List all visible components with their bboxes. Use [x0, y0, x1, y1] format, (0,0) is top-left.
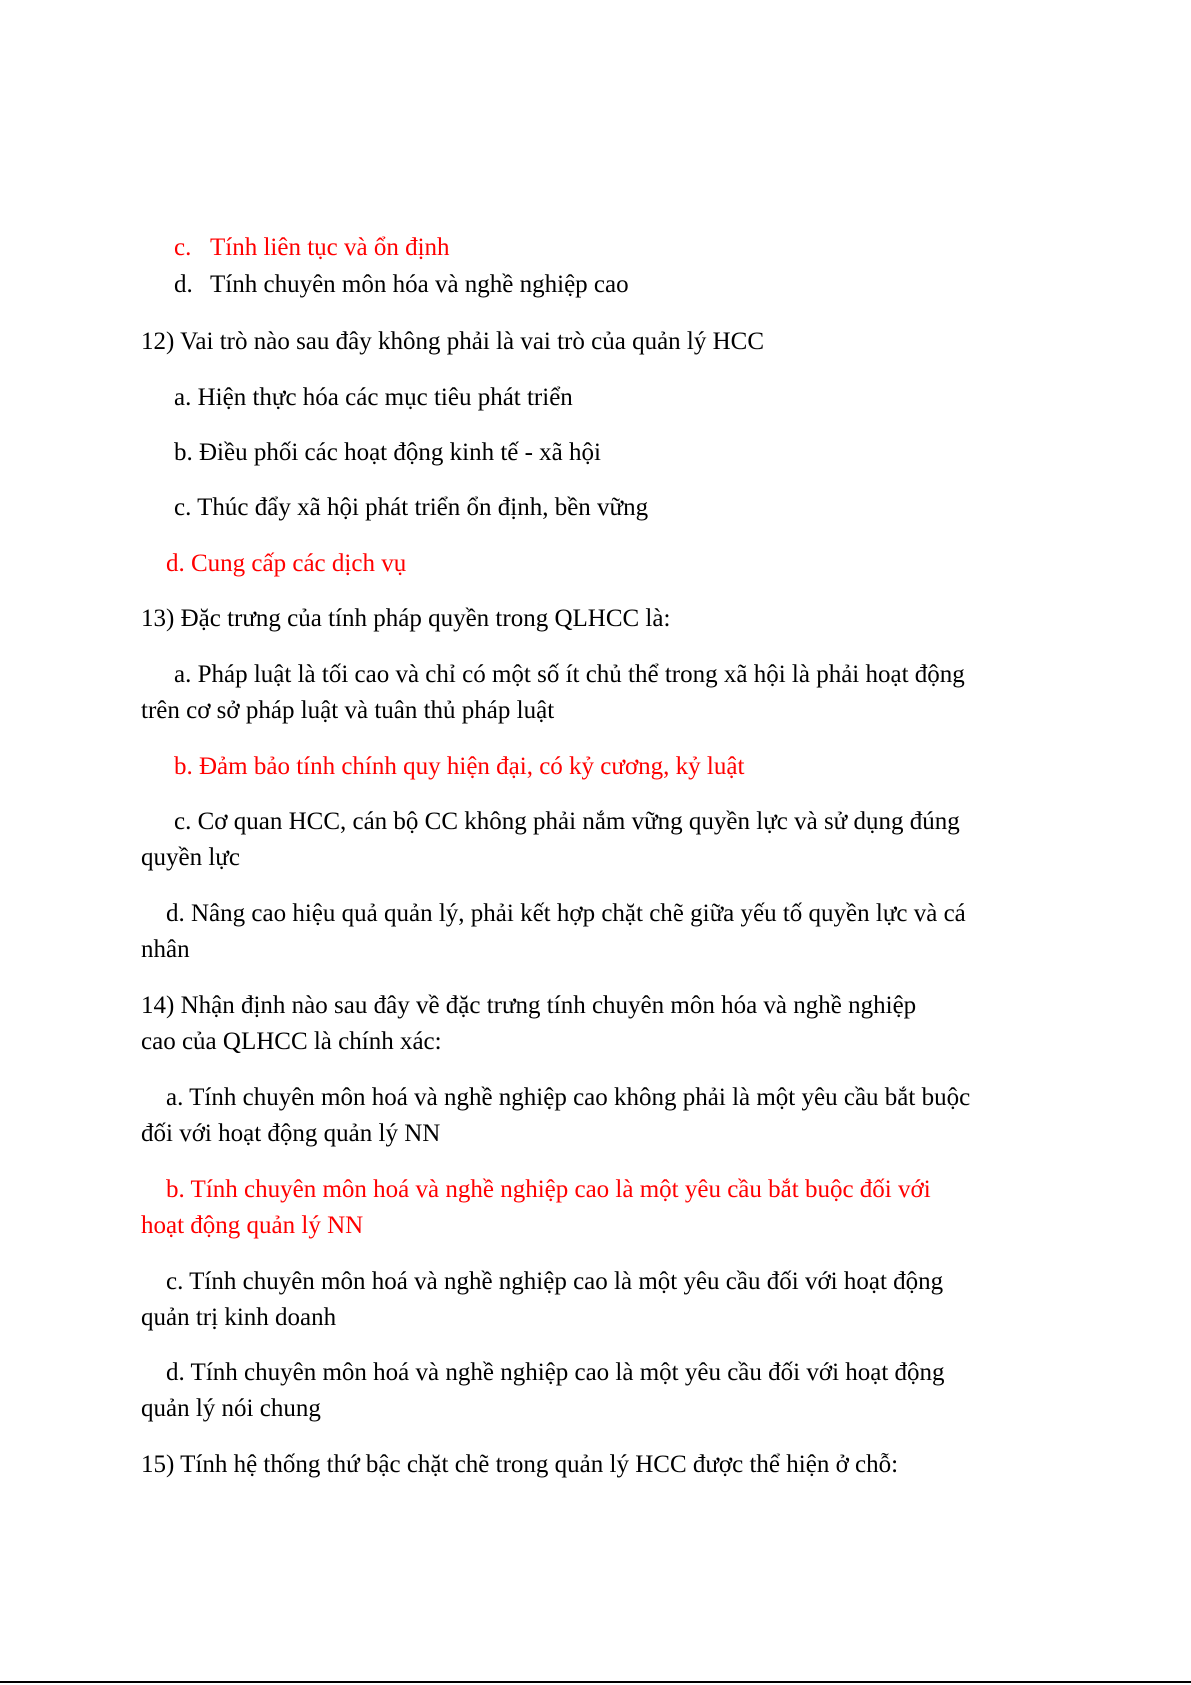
q14-question-line1: 14) Nhận định nào sau đây về đặc trưng tính chuyên môn hóa và nghề nghiệp	[141, 992, 917, 1019]
q13-option-a-line1: a. Pháp luật là tối cao và chỉ có một số ít chủ thể trong xã hội là phải hoạt động	[174, 661, 965, 688]
q12-option-b: b. Điều phối các hoạt động kinh tế - xã hội	[174, 439, 601, 466]
q14-option-d-line1: d. Tính chuyên môn hoá và nghề nghiệp cao là một yêu cầu đối với hoạt động	[166, 1359, 945, 1386]
q14-option-c-line1: c. Tính chuyên môn hoá và nghề nghiệp cao là một yêu cầu đối với hoạt động	[166, 1268, 944, 1295]
q14-option-c-line2: quản trị kinh doanh	[141, 1304, 337, 1331]
q12-option-a: a. Hiện thực hóa các mục tiêu phát triển	[174, 384, 573, 411]
page-bottom-rule	[0, 1681, 1191, 1683]
q14-question-line2: cao của QLHCC là chính xác:	[141, 1028, 442, 1055]
q13-option-b: b. Đảm bảo tính chính quy hiện đại, có kỷ cương, kỷ luật	[174, 753, 745, 780]
q13-question: 13) Đặc trưng của tính pháp quyền trong QLHCC là:	[141, 605, 671, 632]
q14-option-b-line2: hoạt động quản lý NN	[141, 1212, 364, 1239]
q14-option-a-line1: a. Tính chuyên môn hoá và nghề nghiệp cao không phải là một yêu cầu bắt buộc	[166, 1084, 971, 1111]
q12-option-c: c. Thúc đẩy xã hội phát triển ổn định, bền vững	[174, 494, 649, 521]
q11-option-d: Tính chuyên môn hóa và nghề nghiệp cao	[210, 271, 629, 298]
q11-option-d-marker: d.	[174, 271, 193, 298]
q14-option-d-line2: quản lý nói chung	[141, 1395, 321, 1422]
q12-option-d: d. Cung cấp các dịch vụ	[166, 550, 407, 577]
q11-option-c-marker: c.	[174, 234, 192, 261]
q11-option-c: Tính liên tục và ổn định	[210, 234, 450, 261]
q13-option-d-line1: d. Nâng cao hiệu quả quản lý, phải kết hợp chặt chẽ giữa yếu tố quyền lực và cá	[166, 900, 966, 927]
q13-option-c-line1: c. Cơ quan HCC, cán bộ CC không phải nắm vững quyền lực và sử dụng đúng	[174, 808, 960, 835]
q14-option-b-line1: b. Tính chuyên môn hoá và nghề nghiệp cao là một yêu cầu bắt buộc đối với	[166, 1176, 931, 1203]
q13-option-a-line2: trên cơ sở pháp luật và tuân thủ pháp luật	[141, 697, 555, 724]
q12-question: 12) Vai trò nào sau đây không phải là vai trò của quản lý HCC	[141, 328, 765, 355]
q13-option-d-line2: nhân	[141, 936, 190, 963]
q14-option-a-line2: đối với hoạt động quản lý NN	[141, 1120, 441, 1147]
q15-question: 15) Tính hệ thống thứ bậc chặt chẽ trong quản lý HCC được thể hiện ở chỗ:	[141, 1451, 899, 1478]
q13-option-c-line2: quyền lực	[141, 844, 240, 871]
